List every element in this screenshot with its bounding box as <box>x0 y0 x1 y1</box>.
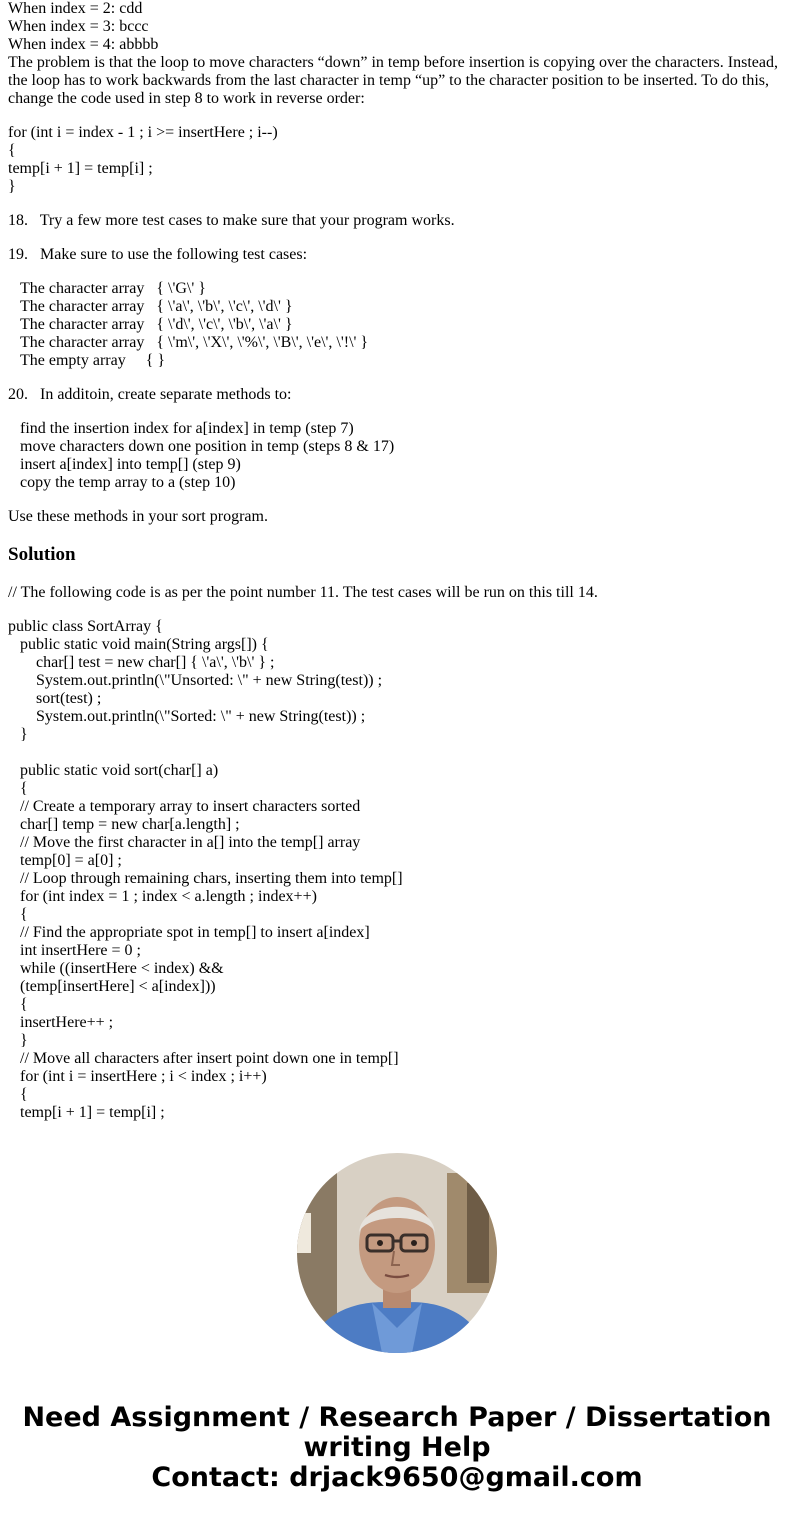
code-line: while ((insertHere < index) && <box>8 960 224 977</box>
step-18: 18. Try a few more test cases to make sure that your program works. <box>8 212 455 229</box>
code-line: } <box>8 726 28 743</box>
intro-line: When index = 3: bccc <box>8 18 149 35</box>
footer-line: Need Assignment / Research Paper / Dissertation <box>22 1402 772 1433</box>
footer-line: writing Help <box>303 1432 491 1463</box>
method-item: find the insertion index for a[index] in temp (step 7) <box>20 420 354 437</box>
test-case: The character array { \'d\', \'c\', \'b\', \'a\' } <box>20 316 293 333</box>
code-line: // Move the first character in a[] into the temp[] array <box>8 834 361 851</box>
intro-line: When index = 2: cdd <box>8 0 143 17</box>
code-line: temp[i + 1] = temp[i] ; <box>8 160 153 177</box>
avatar <box>297 1153 497 1353</box>
code-line: // Loop through remaining chars, inserting them into temp[] <box>8 870 403 887</box>
code-line: System.out.println(\"Unsorted: \" + new String(test)) ; <box>8 672 383 689</box>
method-item: move characters down one position in temp (steps 8 & 17) <box>20 438 395 455</box>
code-line: (temp[insertHere] < a[index])) <box>8 978 216 995</box>
code-line: char[] test = new char[] { \'a\', \'b\' } ; <box>8 654 275 671</box>
problem-paragraph: The problem is that the loop to move characters “down” in temp before insertion is copying over the characters. Instead, the loop has to work backwards from the last character in temp “up” to the character position to be inserted. To do this, change the code used in step 8 to work in reverse order: <box>8 54 778 107</box>
solution-heading: Solution <box>8 544 76 565</box>
step-20: 20. In additoin, create separate methods to: <box>8 386 292 403</box>
code-line: for (int i = index - 1 ; i >= insertHere ; i--) <box>8 124 278 141</box>
code-line: { <box>8 906 28 923</box>
footer-banner <box>0 1403 794 1493</box>
code-line: public static void main(String args[]) { <box>8 636 269 653</box>
code-line: { <box>8 142 16 159</box>
code-line: sort(test) ; <box>8 690 102 707</box>
code-line: for (int i = insertHere ; i < index ; i++) <box>8 1068 267 1085</box>
test-case: The character array { \'G\' } <box>20 280 206 297</box>
code-line: System.out.println(\"Sorted: \" + new String(test)) ; <box>8 708 366 725</box>
document-body <box>8 0 786 1122</box>
footer-contact: Contact: drjack9650@gmail.com <box>151 1462 643 1493</box>
code-line: public class SortArray { <box>8 618 163 635</box>
code-line: temp[i + 1] = temp[i] ; <box>8 1104 165 1121</box>
code-line: { <box>8 780 28 797</box>
solution-comment: // The following code is as per the point number 11. The test cases will be run on this till 14. <box>8 584 598 601</box>
code-line: } <box>8 178 16 195</box>
method-item: copy the temp array to a (step 10) <box>20 474 236 491</box>
code-line: char[] temp = new char[a.length] ; <box>8 816 240 833</box>
code-line: { <box>8 996 28 1013</box>
step-19: 19. Make sure to use the following test cases: <box>8 246 308 263</box>
code-line: // Find the appropriate spot in temp[] to insert a[index] <box>8 924 370 941</box>
test-case: The empty array { } <box>20 352 166 369</box>
code-line: for (int index = 1 ; index < a.length ; index++) <box>8 888 317 905</box>
intro-line: When index = 4: abbbb <box>8 36 159 53</box>
test-case: The character array { \'m\', \'X\', \'%\', \'B\', \'e\', \'!\' } <box>20 334 369 351</box>
code-line: // Create a temporary array to insert characters sorted <box>8 798 361 815</box>
code-line: insertHere++ ; <box>8 1014 114 1031</box>
test-case: The character array { \'a\', \'b\', \'c\', \'d\' } <box>20 298 293 315</box>
avatar-photo <box>297 1153 497 1353</box>
method-item: insert a[index] into temp[] (step 9) <box>20 456 241 473</box>
code-line: } <box>8 1032 28 1049</box>
code-line: { <box>8 1086 28 1103</box>
code-line: // Move all characters after insert point down one in temp[] <box>8 1050 399 1067</box>
use-methods-note: Use these methods in your sort program. <box>8 508 268 525</box>
code-line: int insertHere = 0 ; <box>8 942 141 959</box>
code-line: temp[0] = a[0] ; <box>8 852 122 869</box>
code-line: public static void sort(char[] a) <box>8 762 219 779</box>
